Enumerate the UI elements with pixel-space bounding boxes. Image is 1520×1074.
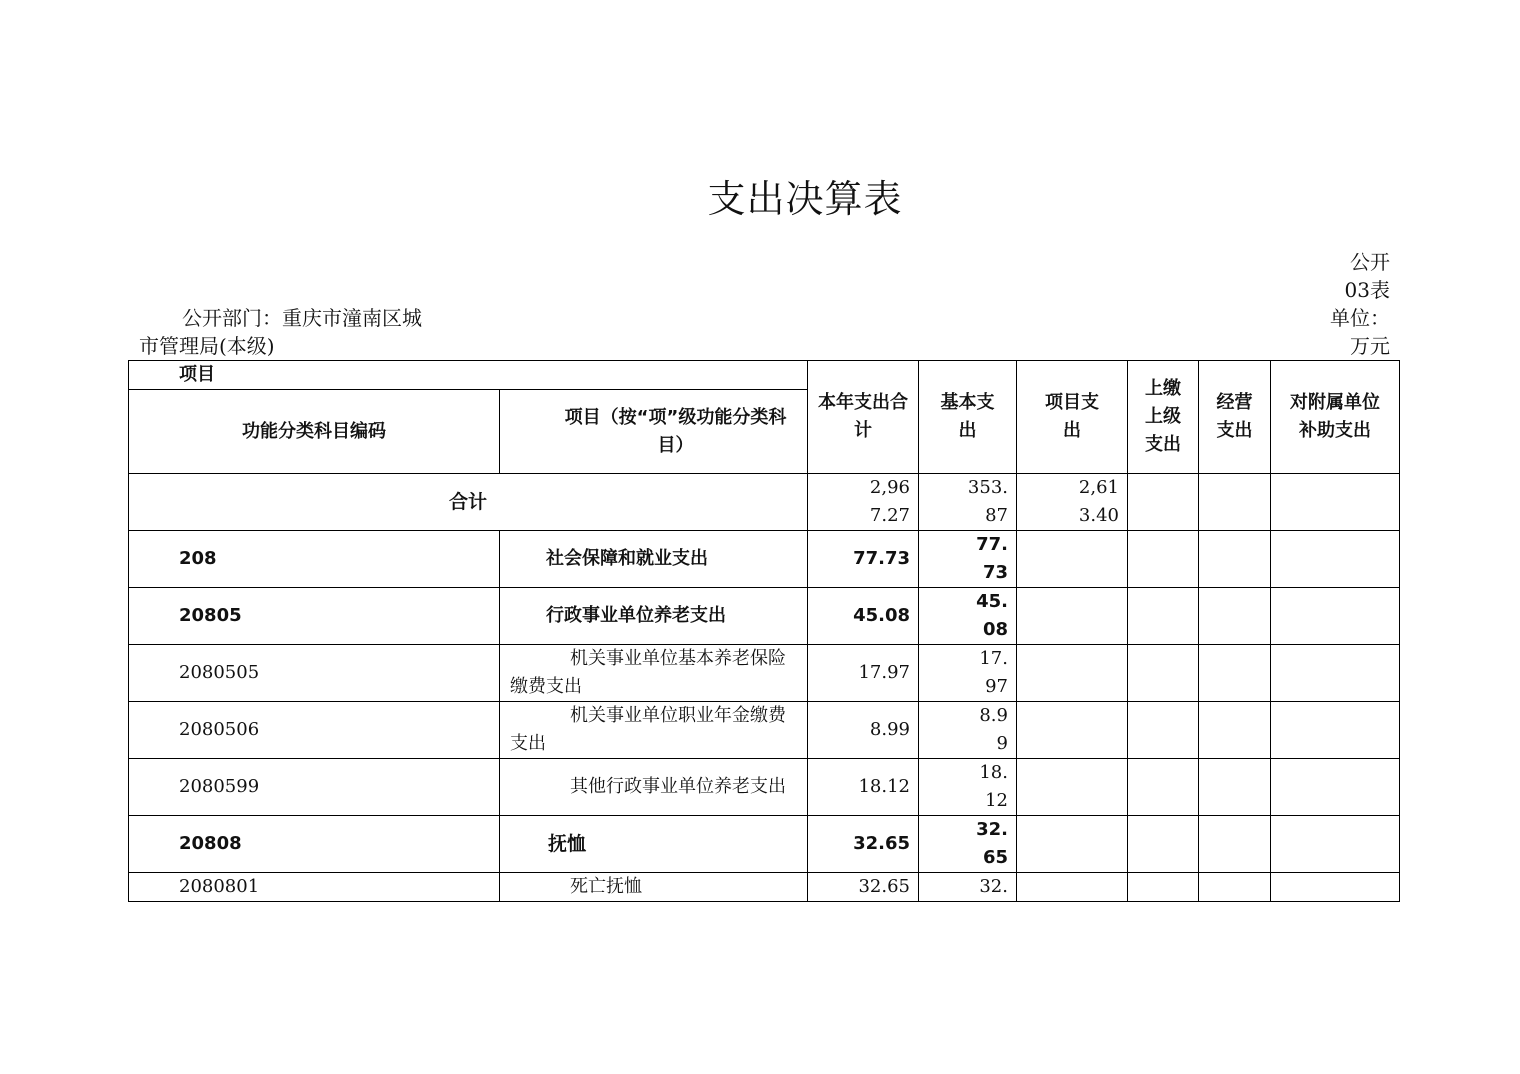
unit-label [1330, 304, 1390, 360]
total-row [129, 474, 1400, 531]
row-basic: 18.12 [919, 759, 1017, 816]
row-total: 8.99 [808, 702, 919, 759]
expenditure-table [128, 360, 1400, 902]
row-code: 2080599 [129, 759, 500, 816]
page-title: 支出决算表 [707, 177, 903, 221]
total-row-project: 2,613.40 [1017, 474, 1128, 531]
name-header: 项目（按“项”级功能分类科目） [500, 390, 808, 474]
table-row [129, 531, 1400, 588]
unit-line1: 单位： [1330, 306, 1390, 330]
subsidy-header: 对附属单位补助支出 [1271, 361, 1400, 474]
code-header: 功能分类科目编码 [129, 390, 500, 474]
total-row-business [1199, 474, 1271, 531]
row-name: 社会保障和就业支出 [500, 531, 808, 588]
row-code: 2080506 [129, 702, 500, 759]
row-total: 45.08 [808, 588, 919, 645]
row-total: 32.65 [808, 816, 919, 873]
row-basic: 45.08 [919, 588, 1017, 645]
total-header: 本年支出合计 [808, 361, 919, 474]
row-code: 20808 [129, 816, 500, 873]
item-group-header: 项目 [129, 361, 808, 390]
row-basic: 32. [919, 873, 1017, 902]
business-header: 经营支出 [1199, 361, 1271, 474]
row-name: 其他行政事业单位养老支出 [500, 759, 808, 816]
row-basic: 8.99 [919, 702, 1017, 759]
row-name: 机关事业单位基本养老保险缴费支出 [500, 645, 808, 702]
row-basic: 17.97 [919, 645, 1017, 702]
row-code: 208 [129, 531, 500, 588]
table-row [129, 645, 1400, 702]
table-row [129, 588, 1400, 645]
row-name: 抚恤 [500, 816, 808, 873]
unit-line2: 万元 [1350, 334, 1390, 358]
row-code: 20805 [129, 588, 500, 645]
total-row-subsidy [1271, 474, 1400, 531]
department-line1: 公开部门：重庆市潼南区城 [182, 306, 422, 330]
total-row-basic: 353.87 [919, 474, 1017, 531]
upper-header: 上缴上级支出 [1128, 361, 1199, 474]
basic-header: 基本支出 [919, 361, 1017, 474]
row-basic: 77.73 [919, 531, 1017, 588]
table-number-line1: 公开 [1350, 250, 1390, 274]
row-basic: 32.65 [919, 816, 1017, 873]
row-total: 32.65 [808, 873, 919, 902]
row-name: 机关事业单位职业年金缴费支出 [500, 702, 808, 759]
department-line2: 市管理局(本级) [139, 334, 275, 358]
table-number-line2: 03表 [1344, 278, 1390, 302]
row-total: 17.97 [808, 645, 919, 702]
table-row [129, 816, 1400, 873]
row-code: 2080801 [129, 873, 500, 902]
table-number [1345, 248, 1390, 304]
project-header: 项目支出 [1017, 361, 1128, 474]
table-row [129, 873, 1400, 902]
row-code: 2080505 [129, 645, 500, 702]
row-total: 18.12 [808, 759, 919, 816]
table-row [129, 702, 1400, 759]
row-name: 行政事业单位养老支出 [500, 588, 808, 645]
total-row-upper [1128, 474, 1199, 531]
row-name: 死亡抚恤 [500, 873, 808, 902]
total-label: 合计 [129, 474, 808, 531]
total-row-total: 2,967.27 [808, 474, 919, 531]
table-row [129, 759, 1400, 816]
row-total: 77.73 [808, 531, 919, 588]
